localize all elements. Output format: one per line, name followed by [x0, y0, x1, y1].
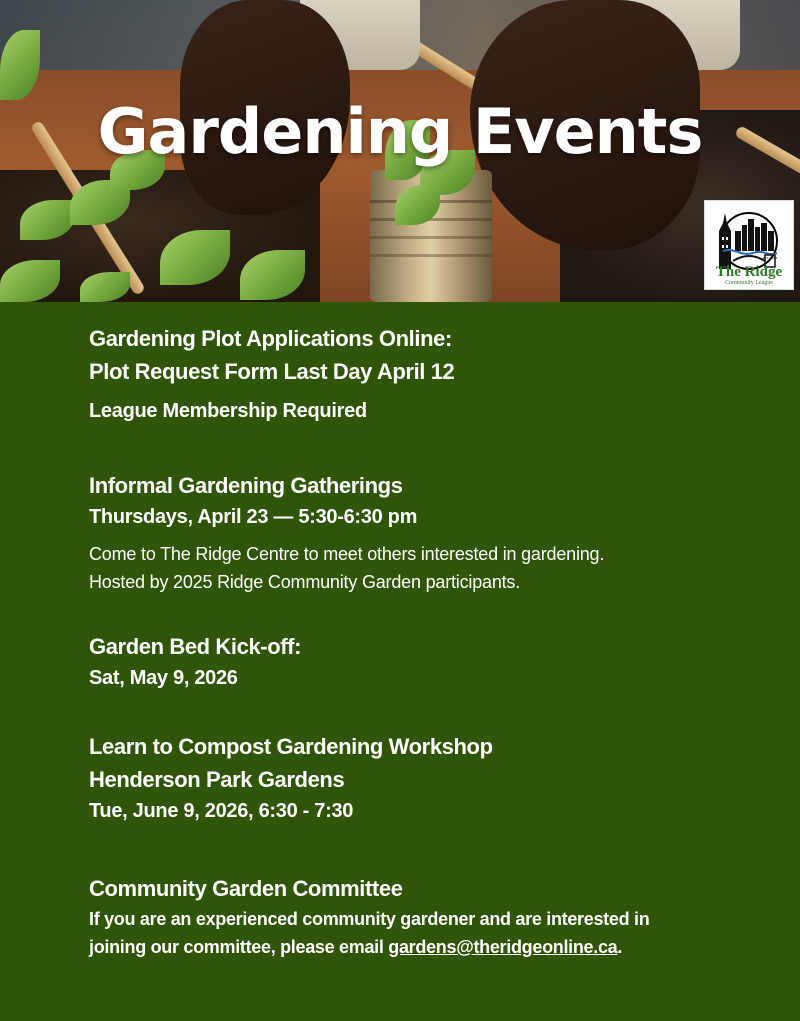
event-note: League Membership Required [89, 400, 367, 422]
event-plot-applications [89, 322, 779, 426]
event-garden-committee [89, 872, 779, 961]
the-ridge-logo [704, 200, 794, 290]
committee-email-link[interactable]: gardens@theridgeonline.ca [388, 937, 618, 957]
event-heading: Community Garden Committee [89, 876, 403, 901]
logo-subtitle: Community League [725, 280, 773, 286]
event-heading: Garden Bed Kick-off: [89, 634, 302, 659]
event-date: Thursdays, April 23 — 5:30-6:30 pm [89, 506, 418, 528]
svg-text:EST. 1994: EST. 1994 [762, 256, 778, 260]
event-heading: Gardening Plot Applications Online: [89, 326, 452, 351]
event-description: joining our committee, please email gardens@theridgeonline.ca. [89, 937, 623, 957]
logo-name: The Ridge [715, 264, 783, 280]
page-title: Gardening Events [97, 95, 703, 168]
event-description: Come to The Ridge Centre to meet others interested in gardening. [89, 544, 605, 564]
event-heading: Learn to Compost Gardening Workshop [89, 734, 493, 759]
event-heading: Informal Gardening Gatherings [89, 473, 403, 498]
event-description: Hosted by 2025 Ridge Community Garden participants. [89, 572, 521, 592]
event-compost-workshop [89, 730, 779, 826]
events-list [89, 322, 779, 961]
event-date: Sat, May 9, 2026 [89, 667, 238, 689]
event-informal-gatherings [89, 469, 779, 596]
event-date: Tue, June 9, 2026, 6:30 - 7:30 [89, 800, 354, 822]
event-description: If you are an experienced community gardener and are interested in [89, 909, 650, 929]
hero-photo-banner [0, 0, 800, 302]
event-heading: Plot Request Form Last Day April 12 [89, 359, 455, 384]
event-location: Henderson Park Gardens [89, 767, 345, 792]
event-garden-bed-kickoff [89, 630, 779, 693]
